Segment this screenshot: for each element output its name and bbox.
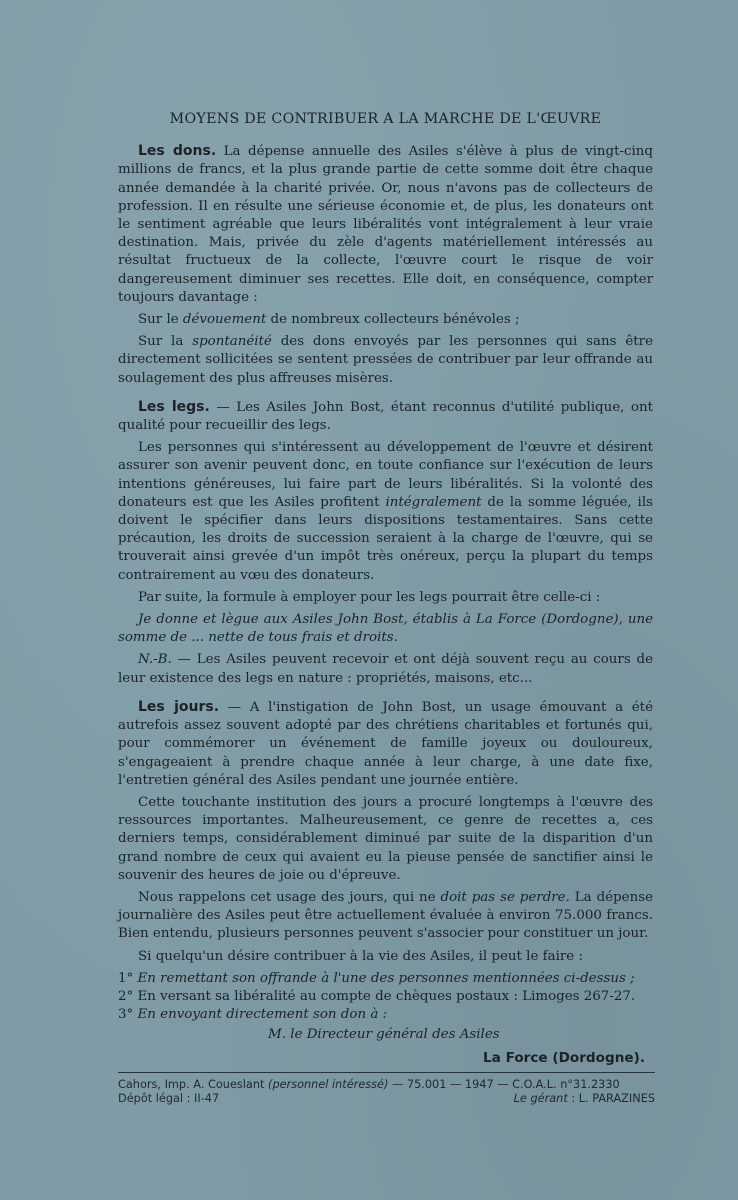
footer-gerant-label: Le gérant — [513, 1092, 568, 1105]
printer-footer — [118, 1078, 655, 1106]
list-item — [118, 1006, 653, 1024]
dons-paragraph-1 — [118, 142, 653, 307]
footer-gerant — [514, 1092, 655, 1106]
jours-text-3b: La dépense journalière des Asiles peut être actuellement évaluée à environ 75.000 francs. Bien entendu, plusieurs personnes peuvent s'associer pour constituer un jour. — [118, 889, 653, 942]
footer-line-1 — [118, 1078, 655, 1092]
legs-formula — [118, 611, 653, 647]
dons-text-1: La dépense annuelle des Asiles s'élève à plus de vingt-cinq millions de francs, et la plus grande partie de cette somme doit être chaque année demandée à la charité privée. Or, nous n'avons pas de collecteurs de profession. Il en résulte une sérieuse économie et, de plus, les donateurs ont le sentiment agréable que leurs libéralités vont intégralement à leur vraie destination. Mais, privée du zèle d'agents matériellement intéressés au résultat fructueux de la collecte, l'œuvre court le risque de voir dangereusement diminuer ses recettes. Elle doit, en conséquence, compter toujours davantage : — [118, 144, 653, 305]
list-item — [118, 970, 653, 988]
legs-text-2b: de la somme léguée, ils doivent le spécifier dans leurs dispositions testamentaires. Sans cette précaution, les droits de succession seraient à la charge de l'œuvre, qui se trouverait ainsi grevée d'un impôt très onéreux, perçu la plupart du temps contrairement au vœu des donateurs. — [118, 494, 653, 583]
signature-address: La Force (Dordogne). — [483, 1049, 645, 1066]
legs-paragraph-1 — [118, 398, 653, 435]
jours-heading: Les jours. — [138, 698, 220, 715]
list-text: En remettant son offrande à l'une des personnes mentionnées ci-dessus ; — [137, 970, 635, 986]
legs-paragraph-2 — [118, 439, 653, 585]
legs-heading: Les legs. — [138, 398, 210, 415]
legs-formula-text: Je donne et lègue aux Asiles John Bost, établis à La Force (Dordogne), une somme de ... nette de tous frais et droits. — [118, 612, 653, 646]
footer-divider — [118, 1072, 655, 1073]
legs-nb-text: — Les Asiles peuvent recevoir et ont déjà souvent reçu au cours de leur existence des legs en nature : propriétés, maisons, etc... — [118, 652, 653, 686]
dons-text-2a: Sur le — [138, 312, 183, 328]
list-number: 2° — [118, 988, 134, 1004]
jours-paragraph-1 — [118, 698, 653, 790]
list-text: En versant sa libéralité au compte de chèques postaux : Limoges 267-27. — [137, 988, 636, 1004]
jours-text-1: — A l'instigation de John Bost, un usage émouvant a été autrefois assez souvent adopté par des chrétiens charitables et fortunés qui, pour commémorer un événement de famille joyeux ou douloureux, s'engageaient à prendre chaque année à leur charge, à une date fixe, l'entretien général des Asiles pendant une journée entière. — [118, 699, 653, 788]
document-body — [118, 110, 653, 1067]
footer-imprint-a: Cahors, Imp. A. Coueslant — [118, 1078, 269, 1091]
dons-text-2b: de nombreux collecteurs bénévoles ; — [266, 312, 520, 328]
legs-text-1: — Les Asiles John Bost, étant reconnus d'utilité publique, ont qualité pour recueillir des legs. — [118, 399, 653, 434]
footer-depot-legal: Dépôt légal : II-47 — [118, 1092, 220, 1105]
dons-heading: Les dons. — [138, 143, 217, 160]
signature-director: M. le Directeur général des Asiles — [268, 1027, 500, 1043]
list-text: En envoyant directement son don à : — [137, 1007, 388, 1023]
list-item — [118, 988, 653, 1006]
jours-text-3a: Nous rappelons cet usage des jours, qui ne — [138, 889, 441, 905]
dons-text-3b: des dons envoyés par les personnes qui sans être directement sollicitées se sentent pressées de contribuer par leur offrande au soulagement des plus affreuses misères. — [118, 334, 654, 386]
dons-paragraph-3 — [118, 333, 653, 388]
legs-nb — [118, 651, 653, 687]
footer-line-2 — [118, 1092, 655, 1106]
footer-gerant-name: : L. PARAZINES — [567, 1092, 655, 1105]
list-number: 3° — [118, 1007, 134, 1023]
dons-paragraph-2 — [118, 311, 653, 329]
legs-paragraph-3: Par suite, la formule à employer pour les legs pourrait être celle-ci : — [138, 589, 601, 605]
legs-text-2a: Les personnes qui s'intéressent au développement de l'œuvre et désirent assurer son avenir peuvent donc, en toute confiance sur l'exécution de leurs intentions généreuses, lui faire part de leurs libéralités. Si la volonté des donateurs est que les Asiles profitent — [118, 440, 653, 510]
dons-text-3a: Sur la — [138, 334, 193, 350]
dons-emphasis-spontaneite: spontanéité — [192, 334, 272, 350]
footer-imprint-b: — 75.001 — 1947 — C.O.A.L. n°31.2330 — [388, 1078, 620, 1091]
list-number: 1° — [118, 970, 134, 986]
footer-imprint-em: (personnel intéressé) — [268, 1078, 389, 1091]
dons-emphasis-devouement: dévouement — [182, 312, 267, 328]
legs-nb-label: N.-B. — [138, 652, 172, 668]
jours-emphasis: doit pas se perdre. — [440, 889, 570, 905]
legs-emphasis-integralement: intégralement — [385, 494, 482, 510]
contribution-list — [118, 970, 653, 1025]
page-title: MOYENS DE CONTRIBUER A LA MARCHE DE L'ŒUVRE — [169, 111, 602, 127]
footer-imprint — [118, 1078, 620, 1092]
jours-paragraph-3 — [118, 889, 653, 944]
jours-paragraph-2: Cette touchante institution des jours a procuré longtemps à l'œuvre des ressources importantes. Malheureusement, ce genre de recettes a, ces derniers temps, considérablement diminué par suite de la disparition d'un grand nombre de ceux qui avaient eu la pieuse pensée de sanctifier ainsi le souvenir des heures de joie ou d'épreuve. — [118, 794, 653, 883]
jours-paragraph-4: Si quelqu'un désire contribuer à la vie des Asiles, il peut le faire : — [138, 948, 583, 964]
